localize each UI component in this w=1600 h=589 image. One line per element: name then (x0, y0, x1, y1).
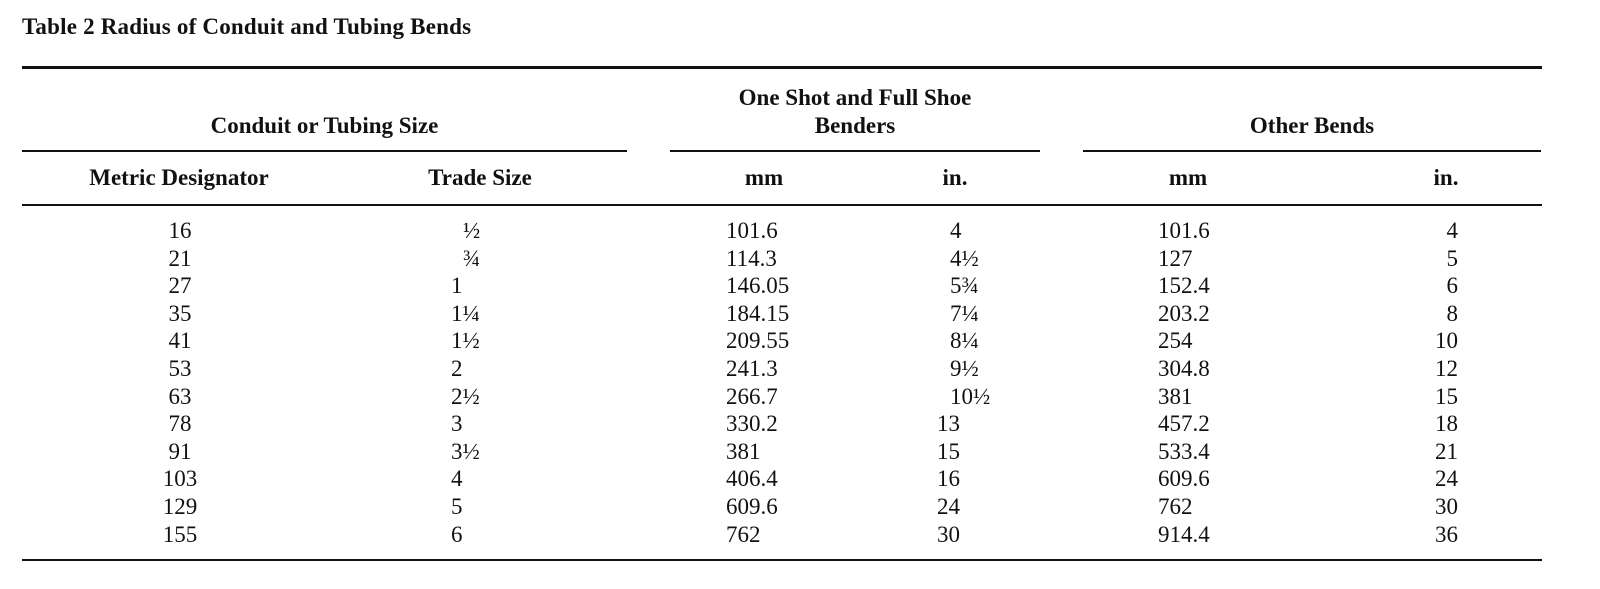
col-header-ob-mm: mm (1168, 165, 1208, 190)
cell-trade: 2½ (451, 383, 480, 409)
cell-os-in: 10½ (950, 383, 991, 409)
col-header-ob-in: in. (1433, 165, 1459, 190)
cell-trade: 1¼ (451, 300, 480, 326)
cell-ob-in: 12 (1435, 356, 1458, 381)
cell-os-mm: 114.3 (726, 245, 777, 271)
cell-os-mm: 762 (726, 521, 761, 547)
cell-ob-in: 24 (1435, 466, 1458, 492)
cell-os-in: 5¾ (950, 273, 979, 299)
group-rule-other (1083, 150, 1541, 152)
cell-ob-in: 10 (1435, 328, 1458, 354)
cell-os-in: 4 (950, 218, 962, 243)
top-rule (22, 66, 1542, 69)
cell-trade: 5 (451, 494, 463, 519)
cell-metric: 21 (168, 245, 192, 271)
bottom-rule (22, 559, 1542, 561)
cell-os-mm: 101.6 (726, 218, 778, 243)
group-rule-size (22, 150, 627, 152)
cell-ob-mm: 127 (1158, 245, 1193, 271)
cell-ob-mm: 203.2 (1158, 300, 1210, 326)
cell-metric: 63 (168, 383, 192, 409)
cell-ob-in: 8 (1446, 300, 1458, 326)
cell-ob-in: 4 (1446, 218, 1458, 243)
cell-trade: 2 (451, 356, 463, 381)
cell-ob-mm: 152.4 (1158, 273, 1210, 299)
cell-ob-mm: 533.4 (1158, 438, 1210, 464)
cell-os-in: 16 (937, 466, 960, 492)
cell-ob-mm: 381 (1158, 383, 1193, 409)
cell-metric: 53 (168, 356, 192, 381)
cell-ob-in: 30 (1435, 494, 1458, 519)
cell-ob-in: 18 (1435, 411, 1458, 437)
cell-trade: 3 (451, 411, 463, 437)
cell-os-in: 8¼ (950, 328, 979, 354)
cell-trade: 1½ (451, 328, 480, 354)
cell-metric: 41 (168, 328, 192, 354)
cell-ob-in: 6 (1446, 273, 1458, 299)
cell-metric: 78 (168, 411, 192, 437)
col-header-os-in: in. (942, 165, 968, 190)
cell-trade: 6 (451, 521, 463, 547)
cell-ob-in: 5 (1446, 245, 1458, 271)
group-header-one-shot-line1: One Shot and Full Shoe (738, 85, 972, 110)
col-header-metric: Metric Designator (89, 165, 269, 190)
col-header-os-mm: mm (744, 165, 784, 190)
cell-os-mm: 241.3 (726, 356, 778, 381)
cell-trade: 1 (451, 273, 463, 299)
cell-metric: 35 (168, 300, 192, 326)
cell-ob-in: 15 (1435, 383, 1458, 409)
group-rule-one-shot (670, 150, 1040, 152)
cell-trade: 3½ (451, 438, 480, 464)
cell-os-in: 7¼ (950, 300, 979, 326)
cell-os-in: 13 (937, 411, 960, 437)
cell-ob-in: 36 (1435, 521, 1458, 547)
cell-ob-mm: 914.4 (1158, 521, 1210, 547)
cell-os-mm: 609.6 (726, 494, 778, 519)
cell-os-mm: 406.4 (726, 466, 778, 492)
cell-metric: 16 (168, 218, 192, 243)
cell-os-mm: 330.2 (726, 411, 778, 437)
cell-trade: ¾ (463, 245, 481, 271)
cell-ob-mm: 101.6 (1158, 218, 1210, 243)
cell-ob-mm: 254 (1158, 328, 1193, 354)
group-header-size: Conduit or Tubing Size (210, 113, 439, 138)
cell-os-in: 30 (937, 521, 960, 547)
cell-os-mm: 266.7 (726, 383, 778, 409)
cell-metric: 129 (162, 494, 198, 519)
cell-ob-mm: 609.6 (1158, 466, 1210, 492)
cell-os-in: 4½ (950, 245, 979, 271)
cell-os-in: 24 (937, 494, 960, 519)
cell-os-mm: 381 (726, 438, 761, 464)
cell-ob-mm: 762 (1158, 494, 1193, 519)
cell-os-mm: 209.55 (726, 328, 790, 354)
cell-metric: 155 (162, 521, 198, 547)
cell-os-in: 9½ (950, 356, 979, 381)
cell-ob-mm: 304.8 (1158, 356, 1210, 381)
cell-ob-in: 21 (1435, 438, 1458, 464)
cell-metric: 91 (168, 438, 192, 464)
table-title: Table 2 Radius of Conduit and Tubing Bends (22, 14, 472, 39)
cell-trade: ½ (463, 218, 481, 243)
cell-metric: 27 (168, 273, 192, 299)
cell-os-mm: 146.05 (726, 273, 790, 299)
col-header-trade: Trade Size (428, 165, 532, 190)
group-header-other: Other Bends (1249, 113, 1375, 138)
cell-os-in: 15 (937, 438, 960, 464)
cell-metric: 103 (162, 466, 198, 492)
header-rule (22, 204, 1542, 206)
group-header-one-shot-line2: Benders (814, 113, 896, 138)
cell-os-mm: 184.15 (726, 300, 790, 326)
cell-ob-mm: 457.2 (1158, 411, 1210, 437)
cell-trade: 4 (451, 466, 463, 492)
